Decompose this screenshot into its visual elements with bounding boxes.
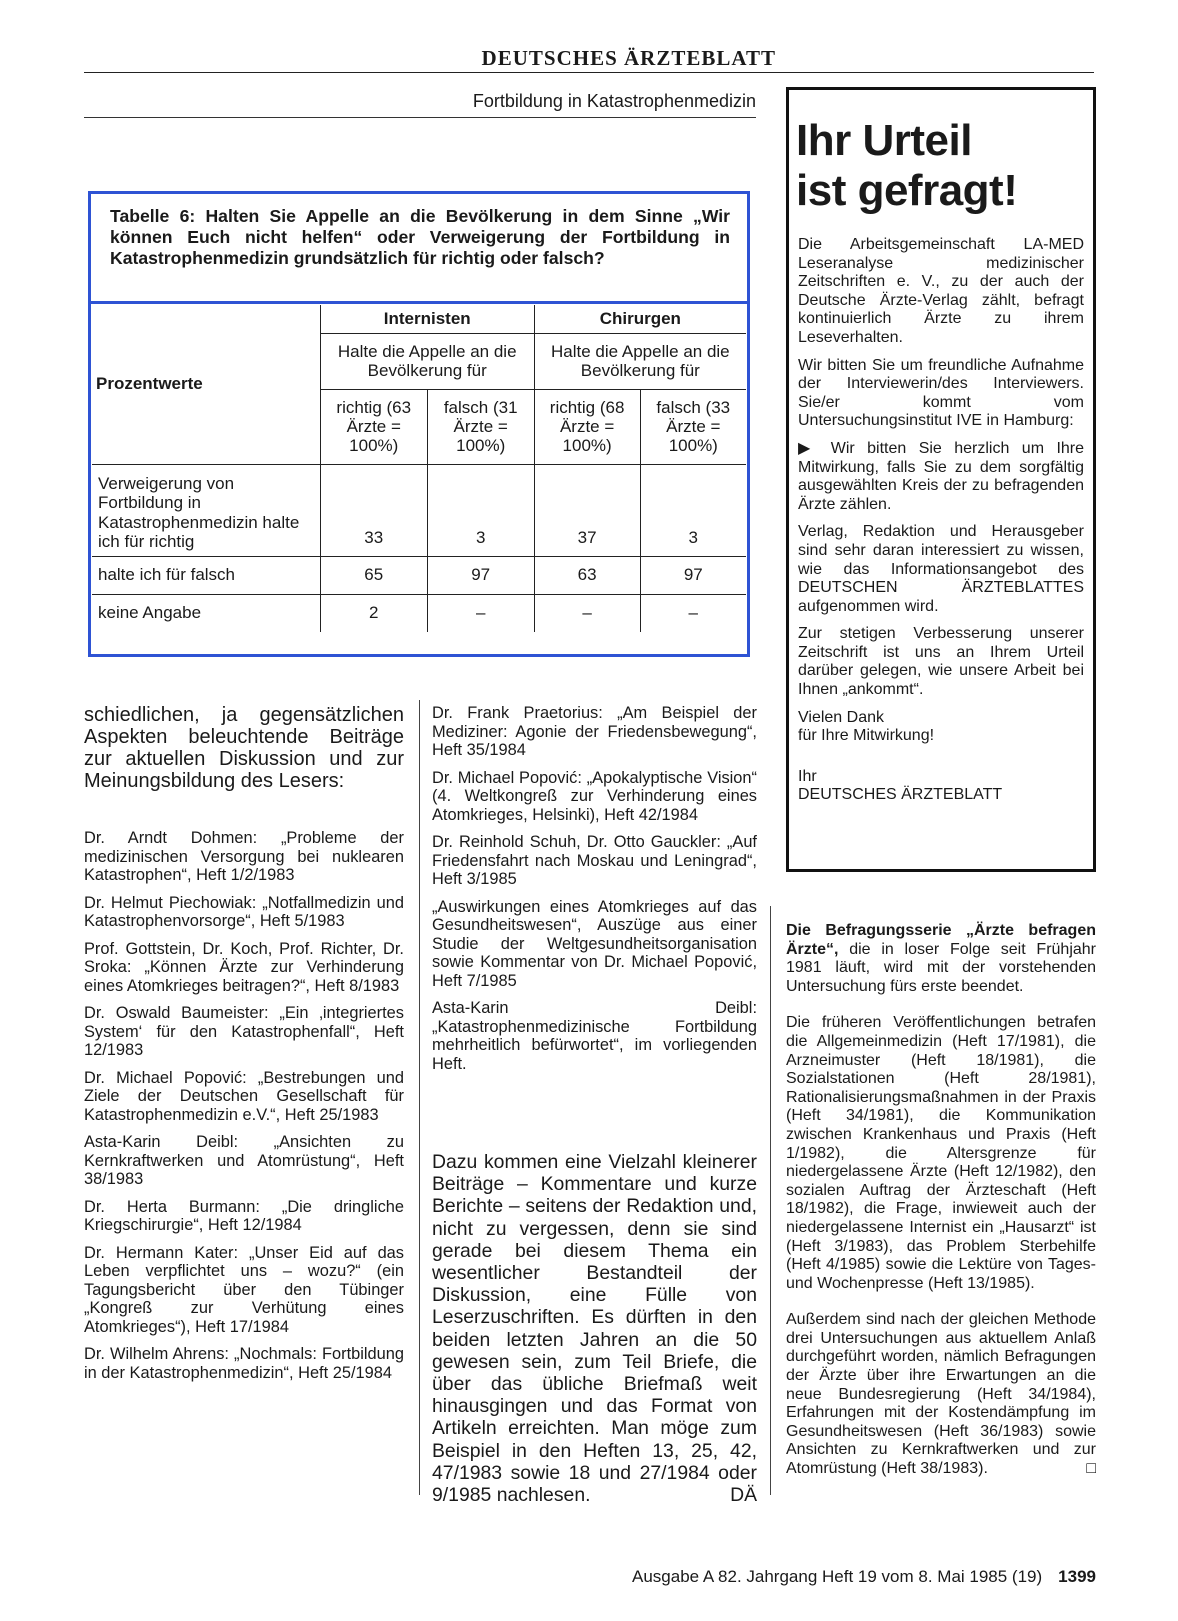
list-item: Dr. Arndt Dohmen: „Probleme der medizinischen Versorgung bei nuklearen Katastrophen“, Heft 1/2/1983 bbox=[84, 829, 404, 884]
list-item: Asta-Karin Deibl: „Ansichten zu Kernkraftwerken und Atomrüstung“, Heft 38/1983 bbox=[84, 1133, 404, 1188]
table-cell: 2 bbox=[320, 594, 427, 632]
body-text: Dazu kommen eine Vielzahl kleinerer Beiträge – Kommentare und kurze Berichte – seitens der Redaktion und, nicht zu vergessen, denn sie sind gerade bei diesem Thema ein wesentlicher Bestandteil der Diskussion, eine Fülle von Leserzuschriften. Es dürften in den beiden letzten Jahren an die 50 gewesen sein, zum Teil Briefe, die über das übliche Briefmaß weit hinausgingen und das Format von Artikeln erreichten. Man möge zum Beispiel in den Heften 13, 25, 42, 47/1983 sowie 18 und 27/1984 oder 9/1985 nachlesen. bbox=[432, 1151, 757, 1507]
row-label: keine Angabe bbox=[98, 603, 202, 623]
notice-title-line1: Ihr Urteil bbox=[796, 116, 972, 165]
group-internisten: Internisten bbox=[320, 305, 534, 333]
signature-line: DEUTSCHES ÄRZTEBLATT bbox=[798, 786, 1003, 804]
issue-info: Ausgabe A 82. Jahrgang Heft 19 vom 8. Mai 1985 (19) bbox=[632, 1567, 1043, 1586]
col-header-4: falsch (33 Ärzte = 100%) bbox=[640, 389, 746, 464]
triangle-bullet-icon: ▶ bbox=[798, 439, 831, 457]
list-item: Dr. Frank Praetorius: „Am Beispiel der Mediziner: Agonie der Friedensbewegung“, Heft 35/1984 bbox=[432, 704, 757, 759]
paragraph: Die früheren Veröffentlichungen betrafen die Allgemeinmedizin (Heft 17/1981), die Arzneimuster (Heft 18/1981), die Sozialstationen (Heft 28/1981), Rationalisierungsmaßnahmen in der Praxis (Heft 34/1981), die Kommunikation zwischen Krankenhaus und Praxis (Heft 1/1982), die Altersgrenze für niedergelassene Ärzte (Heft 12/1982), den sozialen Auftrag der Ärzteschaft (Heft 18/1982), die Frage, inwieweit auch der niedergelassene Internist ein „Hausarzt“ ist (Heft 3/1983), das Problem Sterbehilfe (Heft 4/1985) sowie die Lektüre von Tages- und Wochenpresse (Heft 13/1985). bbox=[786, 1014, 1096, 1292]
column3 bbox=[786, 922, 1096, 1479]
subheader-internisten: Halte die Appelle an die Bevölkerung für bbox=[320, 333, 534, 389]
table-cell: 63 bbox=[534, 556, 640, 594]
list-item: „Auswirkungen eines Atomkrieges auf das Gesundheitswesen“, Auszüge aus einer Studie der Weltgesundheitsorganisation sowie Kommentar von Dr. Michael Popović, Heft 7/1985 bbox=[432, 897, 757, 990]
table-cell: 97 bbox=[427, 556, 534, 594]
list-item: Asta-Karin Deibl: „Katastrophenmedizinische Fortbildung mehrheitlich befürwortet“, im vorliegenden Heft. bbox=[432, 999, 757, 1073]
subheader-chirurgen: Halte die Appelle an die Bevölkerung für bbox=[534, 333, 746, 389]
table-cell: 37 bbox=[534, 464, 640, 556]
table-cell: – bbox=[534, 594, 640, 632]
table-row bbox=[92, 556, 746, 594]
page-number: 1399 bbox=[1058, 1567, 1096, 1586]
column2-body bbox=[432, 1151, 757, 1506]
signature-line: Ihr bbox=[798, 767, 817, 785]
lead-text: die in loser Folge seit Frühjahr 1981 läuft, wird mit der vorstehenden Untersuchung fürs erste beendet. bbox=[786, 940, 1096, 995]
column-divider bbox=[770, 906, 771, 1495]
table-row bbox=[92, 464, 746, 556]
row-label: halte ich für falsch bbox=[92, 556, 320, 594]
notice-paragraph: Wir bitten Sie herzlich um Ihre Mitwirkung, falls Sie zu dem sorgfältig ausgewählten Kreis der zu befragenden Ärzte zählen. bbox=[798, 439, 1085, 513]
table-row bbox=[92, 594, 746, 632]
list-item: Dr. Hermann Kater: „Unser Eid auf das Leben verpflichtet uns – wozu?“ (ein Tagungsbericht über den Tübinger „Kongreß zur Verhütung eines Atomkrieges“), Heft 17/1984 bbox=[84, 1243, 404, 1336]
col-header-1: richtig (63 Ärzte = 100%) bbox=[320, 389, 427, 464]
list-item: Dr. Helmut Piechowiak: „Notfallmedizin und Katastrophenvorsorge“, Heft 5/1983 bbox=[84, 893, 404, 930]
rowhead-title: Prozentwerte bbox=[96, 374, 203, 394]
list-item: Dr. Oswald Baumeister: „Ein ‚integriertes System‘ für den Katastrophenfall“, Heft 12/1983 bbox=[84, 1004, 404, 1059]
notice-thanks bbox=[798, 709, 1084, 746]
table-cell: 33 bbox=[320, 464, 427, 556]
list-item: Dr. Michael Popović: „Apokalyptische Vision“ (4. Weltkongreß zur Verhinderung eines Atomkrieges, Helsinki), Heft 42/1984 bbox=[432, 768, 757, 824]
table-cell: 65 bbox=[320, 556, 427, 594]
section-title: Fortbildung in Katastrophenmedizin bbox=[472, 91, 756, 111]
list-item: Dr. Herta Burmann: „Die dringliche Kriegschirurgie“, Heft 12/1984 bbox=[84, 1197, 404, 1234]
group-chirurgen: Chirurgen bbox=[534, 305, 746, 333]
data-table bbox=[92, 305, 746, 632]
notice-title bbox=[796, 116, 1086, 216]
lead-bold: Die Befragungsserie „Ärzte befragen Ärzte“, bbox=[786, 922, 1096, 958]
notice-bullet-paragraph bbox=[798, 440, 1084, 514]
list-item: Prof. Gottstein, Dr. Koch, Prof. Richter, Dr. Sroka: „Können Ärzte zur Verhinderung eines Atomkrieges beitragen?“, Heft 8/1983 bbox=[84, 939, 404, 995]
closing-paragraph bbox=[786, 1311, 1096, 1478]
masthead: DEUTSCHES ÄRZTEBLATT bbox=[481, 46, 776, 70]
lead-paragraph bbox=[786, 922, 1096, 996]
notice-title-line2: ist gefragt! bbox=[796, 166, 1018, 215]
table-cell: – bbox=[640, 594, 746, 632]
notice-paragraph: Verlag, Redaktion und Herausgeber sind sehr daran interessiert zu wissen, wie das Informationsangebot des DEUTSCHEN ÄRZTEBLATTES aufgenommen wird. bbox=[798, 523, 1084, 615]
col-header-3: richtig (68 Ärzte = 100%) bbox=[534, 389, 640, 464]
list-item: Dr. Reinhold Schuh, Dr. Otto Gauckler: „Auf Friedensfahrt nach Moskau und Leningrad“, Heft 3/1985 bbox=[432, 833, 757, 888]
column2-references bbox=[432, 704, 757, 1082]
col-header-2: falsch (31 Ärzte = 100%) bbox=[427, 389, 534, 464]
section-rule bbox=[84, 117, 756, 118]
notice-body bbox=[798, 236, 1084, 814]
notice-paragraph: Zur stetigen Verbesserung unserer Zeitschrift ist uns an Ihrem Urteil darüber gelegen, wie unsere Arbeit bei Ihnen „ankommt“. bbox=[798, 625, 1084, 699]
end-mark-icon: □ bbox=[1086, 1460, 1096, 1478]
row-label: Verweigerung von Fortbildung in Katastrophenmedizin halte ich für richtig bbox=[92, 464, 320, 556]
thanks-line: für Ihre Mitwirkung! bbox=[798, 727, 935, 745]
thanks-line: Vielen Dank bbox=[798, 708, 884, 726]
notice-paragraph: Die Arbeitsgemeinschaft LA-MED Leseranalyse medizinischer Zeitschriften e. V., zu der auch der Deutsche Ärzte-Verlag zählt, befragt kontinuierlich Ärzte zu ihrem Leseverhalten. bbox=[798, 236, 1084, 346]
list-item: Dr. Wilhelm Ahrens: „Nochmals: Fortbildung in der Katastrophenmedizin“, Heft 25/1984 bbox=[84, 1345, 404, 1382]
paragraph-text: Außerdem sind nach der gleichen Methode drei Untersuchungen aus aktuellem Anlaß durchgeführt worden, nämlich Befragungen der Ärzte über ihre Erwartungen an die neue Bundesregierung (Heft 34/1984), Erfahrungen mit der Kostendämpfung im Gesundheitswesen (Heft 36/1983) sowie Ansichten zu Kernkraftwerken und zur Atomrüstung (Heft 38/1983). bbox=[786, 1311, 1096, 1478]
header-rule bbox=[84, 72, 1094, 73]
column1-intro: schiedlichen, ja gegensätzlichen Aspekten beleuchtende Beiträge zur aktuellen Diskussion und zur Meinungsbildung des Lesers: bbox=[84, 704, 404, 792]
list-item: Dr. Michael Popović: „Bestrebungen und Ziele der Deutschen Gesellschaft für Katastrophenmedizin e.V.“, Heft 25/1983 bbox=[84, 1068, 404, 1124]
page-footer bbox=[540, 1567, 1096, 1587]
table-cell: – bbox=[427, 594, 534, 632]
table-cell: 3 bbox=[427, 464, 534, 556]
column1-references bbox=[84, 829, 404, 1391]
table-caption-rule bbox=[88, 301, 750, 304]
table-cell: 3 bbox=[640, 464, 746, 556]
table-caption: Tabelle 6: Halten Sie Appelle an die Bevölkerung in dem Sinne „Wir können Euch nicht helfen“ oder Verweigerung der Fortbildung in Katastrophenmedizin grundsätzlich für richtig oder falsch? bbox=[110, 206, 730, 268]
notice-paragraph: Wir bitten Sie um freundliche Aufnahme der Interviewerin/des Interviewers. Sie/er kommt vom Untersuchungsinstitut IVE in Hamburg: bbox=[798, 356, 1084, 430]
author-signature: DÄ bbox=[730, 1484, 757, 1507]
column-divider bbox=[419, 700, 420, 1495]
table-cell: 97 bbox=[640, 556, 746, 594]
notice-signature bbox=[798, 768, 1084, 805]
